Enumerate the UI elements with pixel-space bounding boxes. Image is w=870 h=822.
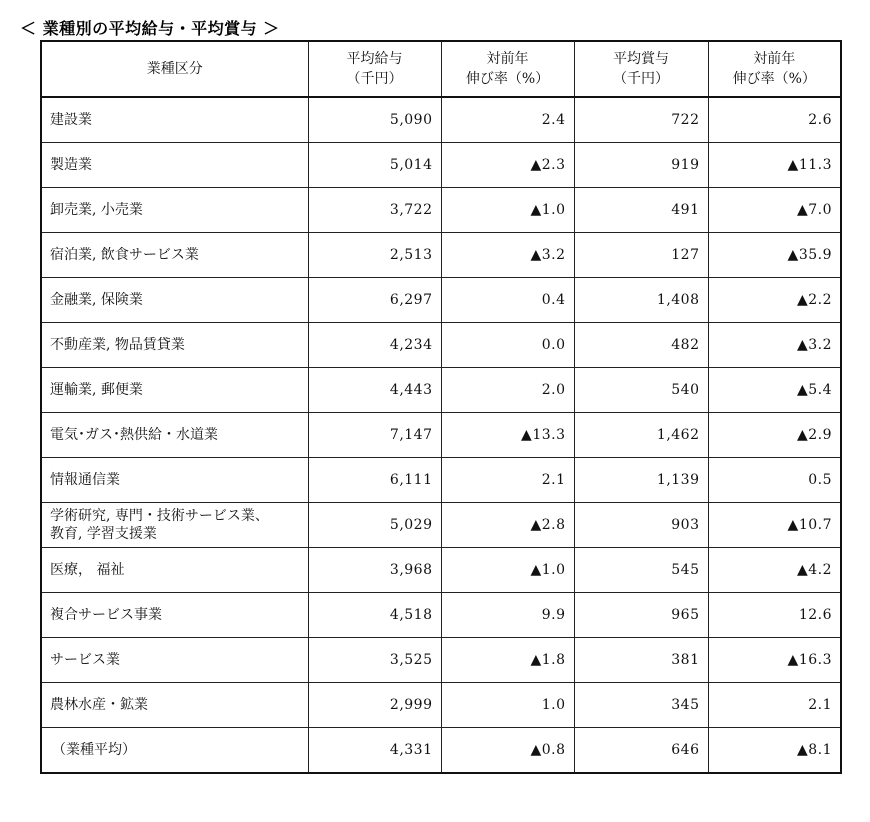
salary-growth-cell: 9.9 [441,593,574,638]
industry-cell [41,233,308,278]
header-unit: （千円） [613,71,669,87]
header-label: 平均賞与 [613,51,669,67]
industry-cell [41,413,308,458]
industry-name: 学術研究, 専門・技術サービス業、 [50,508,269,524]
salary-growth-cell: 0.0 [441,323,574,368]
industry-cell [41,458,308,503]
avg-bonus-cell: 965 [574,593,708,638]
salary-growth-cell: ▲1.0 [441,548,574,593]
table-row [41,503,841,548]
avg-salary-cell: 4,234 [308,323,441,368]
salary-growth-cell: ▲1.8 [441,638,574,683]
industry-name: 不動産業, 物品賃貸業 [50,337,185,353]
avg-salary-cell: 3,722 [308,188,441,233]
avg-salary-cell: 3,968 [308,548,441,593]
salary-growth-cell: ▲2.8 [441,503,574,548]
industry-cell [41,638,308,683]
table-row [41,548,841,593]
avg-bonus-cell: 127 [574,233,708,278]
bonus-growth-cell: ▲7.0 [708,188,841,233]
table-row-average [41,728,841,774]
industry-cell [41,143,308,188]
avg-salary-cell: 4,331 [308,728,441,774]
industry-cell [41,323,308,368]
avg-bonus-cell: 345 [574,683,708,728]
bonus-growth-cell: ▲3.2 [708,323,841,368]
header-label: 対前年 [753,51,796,67]
avg-bonus-cell: 646 [574,728,708,774]
bonus-growth-cell: 0.5 [708,458,841,503]
industry-name: 医療， 福祉 [50,562,125,578]
table-row [41,593,841,638]
avg-salary-cell: 2,999 [308,683,441,728]
avg-bonus-cell: 722 [574,97,708,143]
salary-growth-cell: ▲13.3 [441,413,574,458]
avg-salary-cell: 3,525 [308,638,441,683]
header-industry [41,41,308,97]
avg-bonus-cell: 903 [574,503,708,548]
bonus-growth-cell: ▲16.3 [708,638,841,683]
bonus-growth-cell: ▲5.4 [708,368,841,413]
avg-bonus-cell: 919 [574,143,708,188]
industry-name: 金融業, 保険業 [50,292,143,308]
avg-salary-cell: 4,518 [308,593,441,638]
industry-name: 運輸業, 郵便業 [50,382,143,398]
industry-name: 複合サービス事業 [50,607,162,623]
avg-bonus-cell: 491 [574,188,708,233]
table-header-row [41,41,841,97]
header-bonus-growth [708,41,841,97]
industry-cell [41,188,308,233]
avg-salary-cell: 6,111 [308,458,441,503]
avg-bonus-cell: 545 [574,548,708,593]
header-avg-bonus [574,41,708,97]
avg-bonus-cell: 1,139 [574,458,708,503]
bonus-growth-cell: 2.6 [708,97,841,143]
industry-cell [41,368,308,413]
avg-salary-cell: 5,014 [308,143,441,188]
industry-name: 電気･ガス･熱供給・水道業 [50,427,218,443]
industry-cell [41,728,308,774]
industry-name-line2: 教育, 学習支援業 [50,526,157,542]
table-row [41,638,841,683]
avg-salary-cell: 2,513 [308,233,441,278]
industry-name: 製造業 [50,157,92,173]
table-row [41,683,841,728]
bonus-growth-cell: 12.6 [708,593,841,638]
industry-cell [41,683,308,728]
salary-growth-cell: 0.4 [441,278,574,323]
table-row [41,97,841,143]
industry-name: 情報通信業 [50,472,120,488]
table-row [41,368,841,413]
bonus-growth-cell: ▲10.7 [708,503,841,548]
salary-growth-cell: ▲0.8 [441,728,574,774]
header-unit: 伸び率（%） [732,71,816,87]
bonus-growth-cell: ▲2.9 [708,413,841,458]
avg-salary-cell: 4,443 [308,368,441,413]
salary-growth-cell: 1.0 [441,683,574,728]
header-salary-growth [441,41,574,97]
avg-bonus-cell: 381 [574,638,708,683]
industry-name: 建設業 [50,112,92,128]
bonus-growth-cell: 2.1 [708,683,841,728]
header-unit: （千円） [346,71,403,87]
bonus-growth-cell: ▲4.2 [708,548,841,593]
header-unit: 伸び率（%） [465,71,550,87]
table-row [41,413,841,458]
page-title: ＜ 業種別の平均給与・平均賞与 ＞ [20,19,280,38]
avg-bonus-cell: 482 [574,323,708,368]
bonus-growth-cell: ▲2.2 [708,278,841,323]
industry-cell [41,278,308,323]
table-row [41,188,841,233]
bonus-growth-cell: ▲35.9 [708,233,841,278]
salary-growth-cell: 2.4 [441,97,574,143]
salary-growth-cell: ▲2.3 [441,143,574,188]
industry-name: 農林水産・鉱業 [50,697,148,713]
industry-cell [41,548,308,593]
avg-bonus-cell: 540 [574,368,708,413]
table-row [41,143,841,188]
industry-name: （業種平均） [52,742,136,758]
industry-name: 宿泊業, 飲食サービス業 [50,247,199,263]
bonus-growth-cell: ▲8.1 [708,728,841,774]
avg-salary-cell: 6,297 [308,278,441,323]
header-label: 対前年 [486,51,529,67]
avg-bonus-cell: 1,408 [574,278,708,323]
salary-growth-cell: ▲1.0 [441,188,574,233]
industry-cell [41,503,308,548]
salary-growth-cell: 2.1 [441,458,574,503]
header-avg-salary [308,41,441,97]
salary-growth-cell: ▲3.2 [441,233,574,278]
avg-salary-cell: 5,029 [308,503,441,548]
industry-cell [41,97,308,143]
header-label: 業種区分 [146,61,203,77]
industry-salary-table [40,40,842,774]
avg-salary-cell: 5,090 [308,97,441,143]
industry-cell [41,593,308,638]
header-label: 平均給与 [346,51,403,67]
bonus-growth-cell: ▲11.3 [708,143,841,188]
table-row [41,278,841,323]
industry-name: サービス業 [50,652,120,668]
table-row [41,233,841,278]
table-row [41,458,841,503]
salary-growth-cell: 2.0 [441,368,574,413]
avg-salary-cell: 7,147 [308,413,441,458]
industry-name: 卸売業, 小売業 [50,202,143,218]
table-row [41,323,841,368]
avg-bonus-cell: 1,462 [574,413,708,458]
